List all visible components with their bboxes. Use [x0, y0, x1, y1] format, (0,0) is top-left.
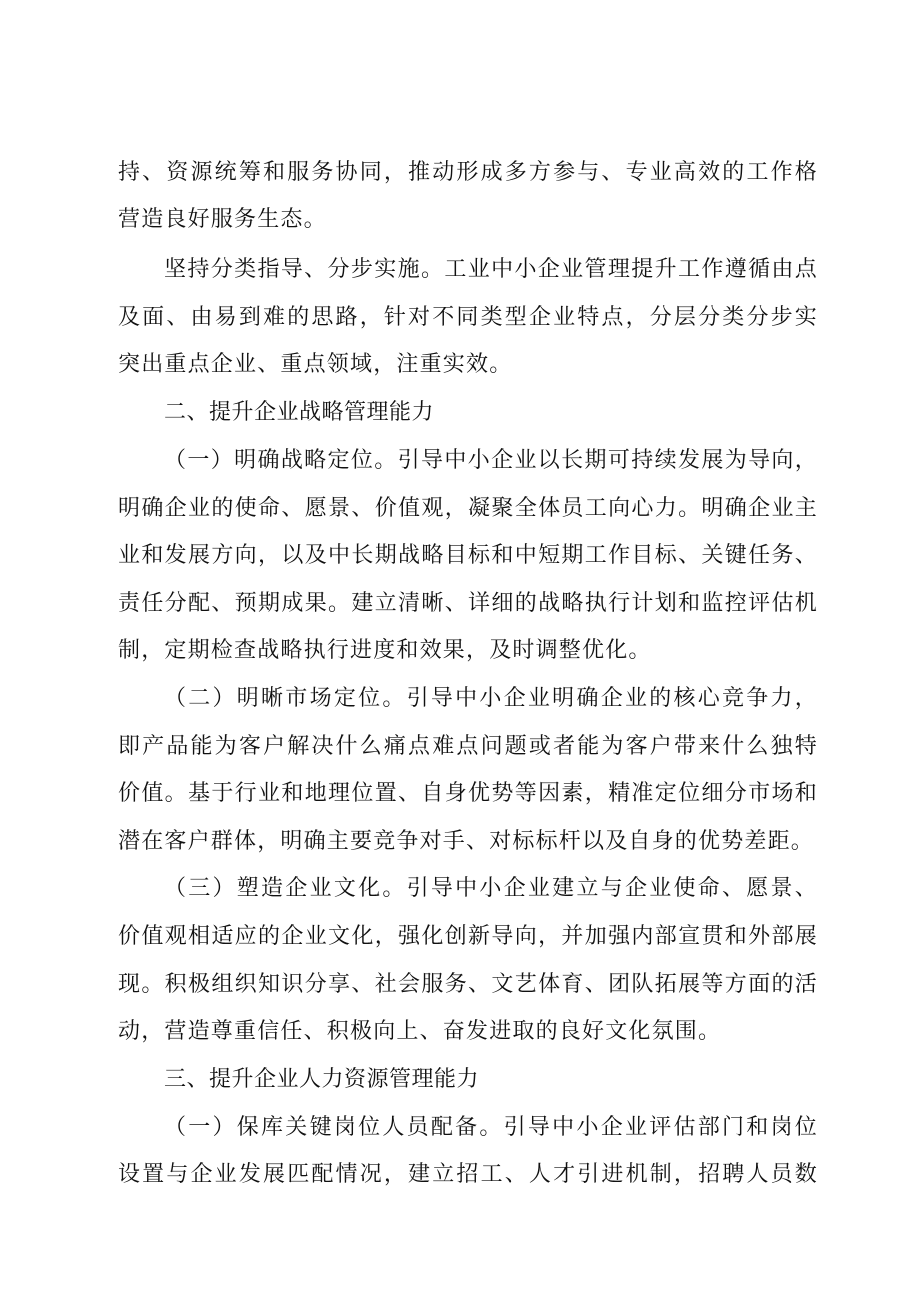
paragraph-line: （三）塑造企业文化。引导中小企业建立与企业使命、愿景、 [164, 876, 818, 901]
paragraph-line: 价值。基于行业和地理位置、自身优势等因素，精准定位细分市场和 [118, 781, 818, 806]
paragraph-line: 营造良好服务生态。 [118, 207, 327, 232]
paragraph-line: 潜在客户群体，明确主要竞争对手、对标标杆以及自身的优势差距。 [118, 829, 815, 854]
paragraph-line: 突出重点企业、重点领域，注重实效。 [118, 352, 513, 377]
paragraph-line: 动，营造尊重信任、积极向上、奋发进取的良好文化氛围。 [118, 1019, 722, 1044]
paragraph-line: 责任分配、预期成果。建立清晰、详细的战略执行计划和监控评估机 [118, 591, 818, 616]
paragraph-line: 明确企业的使命、愿景、价值观，凝聚全体员工向心力。明确企业主 [118, 496, 818, 521]
paragraph-line: 制，定期检查战略执行进度和效果，及时调整优化。 [118, 638, 652, 663]
paragraph-line: 及面、由易到难的思路，针对不同类型企业特点，分层分类分步实 [118, 305, 818, 330]
paragraph-line: 价值观相适应的企业文化，强化创新导向，并加强内部宣贯和外部展 [118, 924, 818, 949]
paragraph-line: 即产品能为客户解决什么痛点难点问题或者能为客户带来什么独特 [118, 734, 818, 759]
paragraph-line: （一）保库关键岗位人员配备。引导中小企业评估部门和岗位 [164, 1115, 818, 1140]
paragraph-line: 业和发展方向，以及中长期战略目标和中短期工作目标、关键任务、 [118, 543, 818, 568]
paragraph-line: 现。积极组织知识分享、社会服务、文艺体育、团队拓展等方面的活 [118, 972, 818, 997]
paragraph-line: （一）明确战略定位。引导中小企业以长期可持续发展为导向， [164, 448, 818, 473]
section-heading: 三、提升企业人力资源管理能力 [164, 1067, 480, 1092]
paragraph-line: 坚持分类指导、分步实施。工业中小企业管理提升工作遵循由点 [164, 257, 818, 282]
paragraph-line: （二）明晰市场定位。引导中小企业明确企业的核心竞争力， [164, 686, 818, 711]
section-heading: 二、提升企业战略管理能力 [164, 400, 435, 425]
paragraph-line: 设置与企业发展匹配情况，建立招工、人才引进机制，招聘人员数 [118, 1162, 818, 1187]
paragraph-line: 持、资源统筹和服务协同，推动形成多方参与、专业高效的工作格 [118, 160, 818, 185]
